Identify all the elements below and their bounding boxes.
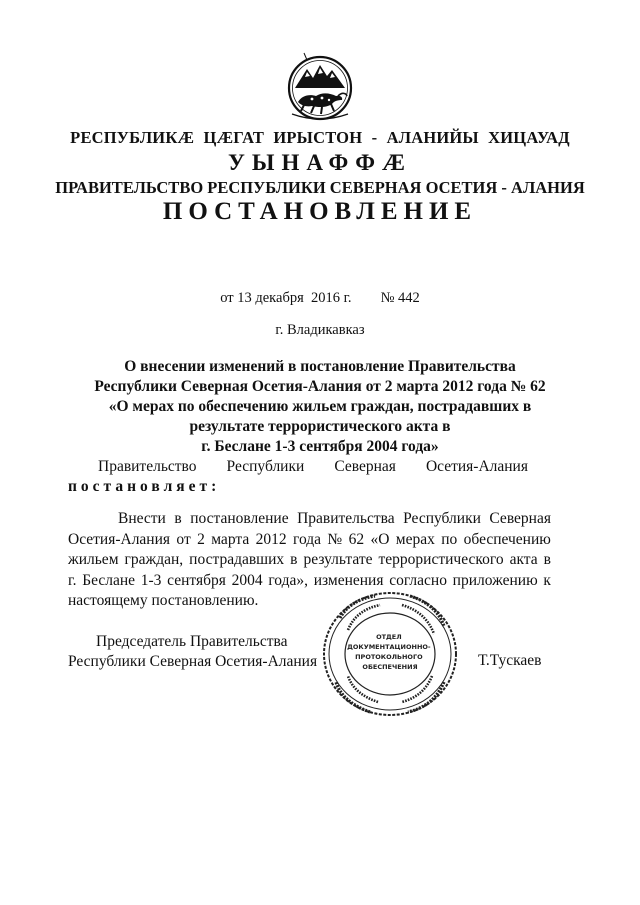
body-word: 2 [197,530,205,548]
decree-number: № 442 [380,290,420,306]
body-word: пострадавших [189,551,285,568]
header-osset-government: РЕСПУБЛИКÆ ЦÆГАТ ИРЫСТОН - АЛАНИЙЫ ХИЦАУАД [70,128,570,147]
stamp-line: ОТДЕЛ [376,633,402,641]
signatory-name: Т.Тускаев [478,652,542,669]
body-word: № [327,530,343,548]
body-word: «О [370,530,390,548]
intro-word: Северная [334,458,396,475]
body-word: Беслане [82,571,136,589]
subject-line: О внесении изменений в постановление Правительства [124,358,516,375]
body-line [68,509,551,530]
body-word: результате [303,551,373,568]
body-word: согласно [389,571,447,589]
document-title: ПОСТАНОВЛЕНИЕ [162,198,478,225]
intro-word: Осетия-Алания [425,458,528,475]
body-word: Республики [403,510,481,527]
intro-verb: постановляет: [68,478,221,495]
subject-line: Республики Северная Осетия-Алания от 2 марта 2012 года № 62 [94,378,546,395]
body-word: 2004 [231,571,263,589]
signatory-title-line: Председатель Правительства [96,633,288,650]
body-word: марта [211,530,250,548]
decree-city: г. Владикавказ [275,322,365,338]
intro-word: Республики [226,458,305,475]
intro-line [98,458,528,476]
body-word: жильем [68,551,119,568]
coat-of-arms-emblem [274,52,366,122]
intro-word: Правительство [98,458,197,475]
decree-body [68,509,551,612]
body-line [68,591,551,612]
decree-date: от 13 декабря 2016 г. [220,290,352,306]
subject-line: г. Беслане 1-3 сентября 2004 года» [201,438,439,455]
body-line [68,571,551,592]
body-word: обеспечению [463,530,551,548]
body-word: Внести [118,510,166,527]
subject-line: результате террористического акта в [189,418,451,435]
body-word: настоящему постановлению. [68,592,259,609]
body-word: сентября [167,571,226,589]
body-word: изменения [313,571,384,589]
stamp-line: ОБЕСПЕЧЕНИЯ [362,663,418,671]
body-word: 2012 [255,530,287,548]
body-word: Правительства [297,510,395,527]
header-decree-ossetian: УЫНАФФÆ [227,150,413,175]
body-word: Осетия-Алания [68,530,171,548]
stamp-line: ДОКУМЕНТАЦИОННО- [347,643,431,651]
header-government: ПРАВИТЕЛЬСТВО РЕСПУБЛИКИ СЕВЕРНАЯ ОСЕТИЯ - АЛАНИЯ [55,178,585,197]
stamp-line: ПРОТОКОЛЬНОГО [355,653,423,661]
body-word: приложению [452,571,538,589]
body-word: года [292,530,322,548]
body-word: в [290,551,298,568]
body-word: мерах [395,530,435,548]
body-word: к [543,571,551,589]
decree-subject [90,357,550,457]
body-word: от [176,530,191,548]
body-word: г. [68,571,77,589]
body-word: в [174,510,182,527]
svg-text:ОТДЕЛ ДОКУМЕНТАЦИОННО- [347,633,433,671]
subject-line: «О мерах по обеспечению жильем граждан, пострадавших в [108,398,532,415]
body-word: Северная [489,510,551,527]
body-word: по [441,530,458,548]
body-word: года», [268,571,308,589]
body-word: 62 [348,530,365,548]
official-seal-stamp [320,590,460,718]
body-word: 1-3 [140,571,162,589]
body-word: акта [509,551,538,568]
signatory-title [68,632,317,671]
body-line [68,530,551,551]
body-word: постановление [190,510,289,527]
body-word: в [543,551,551,568]
signatory-title-line: Республики Северная Осетия-Алания [68,652,318,670]
body-line [68,550,551,571]
date-number-row [0,290,640,307]
body-word: террористического [378,551,504,568]
body-word: граждан, [124,551,184,568]
